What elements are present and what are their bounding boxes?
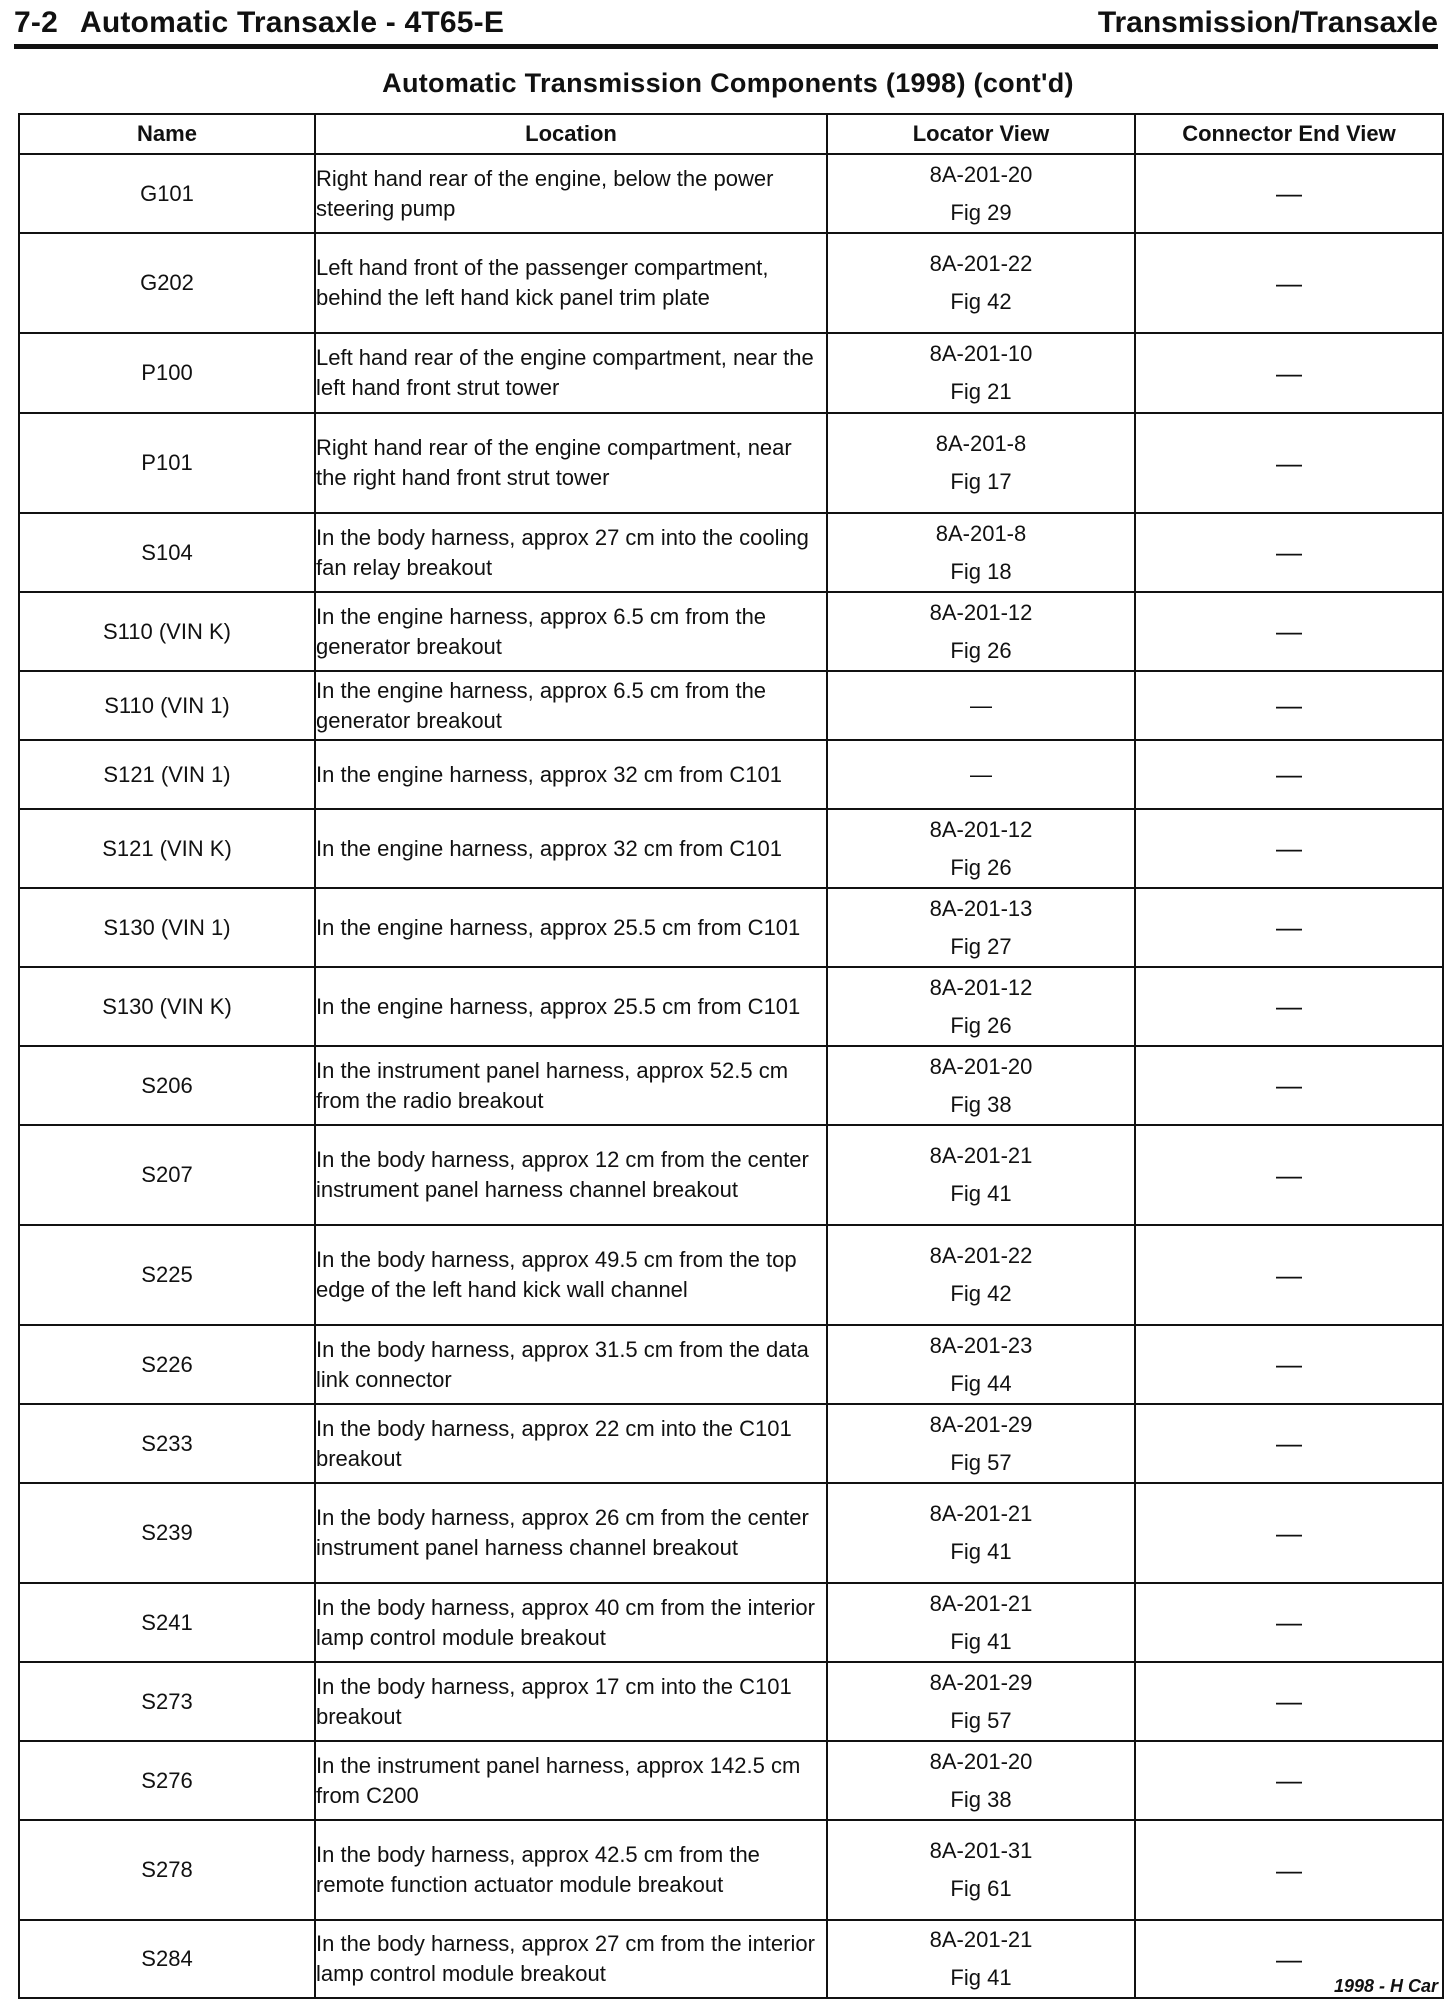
connector-end-view: — [1135, 1920, 1443, 1998]
table-row [19, 967, 1443, 1046]
connector-end-view: — [1135, 333, 1443, 413]
component-name: P100 [19, 333, 315, 413]
connector-end-view: — [1135, 967, 1443, 1046]
table-row [19, 1125, 1443, 1225]
page-header [14, 6, 1438, 46]
table-row [19, 154, 1443, 233]
locator-figure: Fig 41 [950, 1539, 1012, 1564]
table-row [19, 671, 1443, 740]
component-location: In the engine harness, approx 6.5 cm from the generator breakout [315, 592, 827, 671]
table-row [19, 809, 1443, 888]
locator-figure: Fig 38 [950, 1091, 1012, 1117]
component-location: In the body harness, approx 31.5 cm from the data link connector [315, 1325, 827, 1404]
locator-view [827, 592, 1135, 671]
locator-page: 8A-201-21 [929, 1501, 1033, 1526]
locator-page: 8A-201-10 [929, 341, 1033, 366]
component-location: In the body harness, approx 42.5 cm from the remote function actuator module breakout [315, 1820, 827, 1920]
locator-figure: Fig 41 [950, 1628, 1012, 1654]
connector-end-view: — [1135, 671, 1443, 740]
column-header-name: Name [19, 114, 315, 154]
connector-end-view: — [1135, 1325, 1443, 1404]
connector-end-view: — [1135, 592, 1443, 671]
connector-end-view: — [1135, 413, 1443, 513]
locator-view [827, 671, 1135, 740]
locator-page: 8A-201-21 [929, 1143, 1033, 1168]
locator-page: — [970, 761, 992, 787]
table-row [19, 513, 1443, 592]
table-row [19, 740, 1443, 809]
component-name: S233 [19, 1404, 315, 1483]
connector-end-view: — [1135, 888, 1443, 967]
locator-page: 8A-201-8 [935, 431, 1027, 456]
component-location: In the instrument panel harness, approx 142.5 cm from C200 [315, 1741, 827, 1820]
connector-end-view: — [1135, 1820, 1443, 1920]
locator-view [827, 1662, 1135, 1741]
component-location: In the body harness, approx 12 cm from the center instrument panel harness channel breakout [315, 1125, 827, 1225]
locator-view [827, 513, 1135, 592]
header-rule [14, 44, 1438, 49]
locator-figure: Fig 38 [950, 1786, 1012, 1812]
section-number: 7-2 [14, 6, 58, 39]
locator-figure: Fig 41 [950, 1965, 1012, 1990]
locator-page: 8A-201-13 [929, 895, 1033, 921]
locator-figure: Fig 57 [950, 1449, 1012, 1475]
locator-page: 8A-201-20 [929, 1053, 1033, 1079]
table-row [19, 592, 1443, 671]
components-table [18, 113, 1444, 1999]
column-header-location: Location [315, 114, 827, 154]
locator-view [827, 1920, 1135, 1998]
connector-end-view: — [1135, 1583, 1443, 1662]
page-footer: 1998 - H Car [1333, 1976, 1438, 1996]
connector-end-view: — [1135, 740, 1443, 809]
table-row [19, 413, 1443, 513]
component-location: Left hand rear of the engine compartment, near the left hand front strut tower [315, 333, 827, 413]
table-row [19, 1662, 1443, 1741]
connector-end-view: — [1135, 233, 1443, 333]
locator-view [827, 1583, 1135, 1662]
table-row [19, 888, 1443, 967]
locator-view [827, 233, 1135, 333]
component-name: S121 (VIN 1) [19, 740, 315, 809]
locator-view [827, 1325, 1135, 1404]
component-name: S104 [19, 513, 315, 592]
locator-page: 8A-201-20 [929, 1748, 1033, 1774]
connector-end-view: — [1135, 154, 1443, 233]
connector-end-view: — [1135, 513, 1443, 592]
connector-end-view: — [1135, 1404, 1443, 1483]
locator-view [827, 413, 1135, 513]
locator-page: 8A-201-12 [929, 599, 1033, 625]
component-name: S273 [19, 1662, 315, 1741]
locator-page: 8A-201-21 [929, 1927, 1033, 1952]
component-location: In the engine harness, approx 6.5 cm from the generator breakout [315, 671, 827, 740]
locator-figure: Fig 26 [950, 854, 1012, 880]
locator-figure: Fig 26 [950, 1012, 1012, 1038]
table-row [19, 1920, 1443, 1998]
locator-page: 8A-201-29 [929, 1669, 1033, 1695]
component-name: S130 (VIN 1) [19, 888, 315, 967]
component-name: S206 [19, 1046, 315, 1125]
component-name: S276 [19, 1741, 315, 1820]
component-location: In the instrument panel harness, approx 52.5 cm from the radio breakout [315, 1046, 827, 1125]
component-name: S110 (VIN K) [19, 592, 315, 671]
locator-view [827, 333, 1135, 413]
locator-view [827, 740, 1135, 809]
locator-page: 8A-201-29 [929, 1411, 1033, 1437]
locator-view [827, 154, 1135, 233]
locator-view [827, 1046, 1135, 1125]
table-row [19, 1741, 1443, 1820]
component-name: S207 [19, 1125, 315, 1225]
locator-figure: Fig 29 [950, 199, 1012, 225]
connector-end-view: — [1135, 1483, 1443, 1583]
locator-page: — [970, 692, 992, 718]
component-name: S121 (VIN K) [19, 809, 315, 888]
locator-view [827, 1125, 1135, 1225]
table-title: Automatic Transmission Components (1998) (cont'd) [382, 68, 1074, 98]
table-row [19, 1046, 1443, 1125]
component-location: In the body harness, approx 22 cm into the C101 breakout [315, 1404, 827, 1483]
component-location: In the body harness, approx 26 cm from the center instrument panel harness channel breakout [315, 1483, 827, 1583]
locator-figure: Fig 26 [950, 637, 1012, 663]
component-location: In the body harness, approx 27 cm into the cooling fan relay breakout [315, 513, 827, 592]
locator-figure: Fig 42 [950, 1281, 1012, 1306]
table-row [19, 1483, 1443, 1583]
locator-figure: Fig 41 [950, 1181, 1012, 1206]
locator-page: 8A-201-22 [929, 251, 1033, 276]
table-row [19, 1225, 1443, 1325]
component-name: P101 [19, 413, 315, 513]
component-name: G101 [19, 154, 315, 233]
component-location: In the engine harness, approx 25.5 cm from C101 [315, 888, 827, 967]
component-location: In the body harness, approx 49.5 cm from the top edge of the left hand kick wall channel [315, 1225, 827, 1325]
component-location: In the engine harness, approx 32 cm from C101 [315, 809, 827, 888]
component-location: Left hand front of the passenger compartment, behind the left hand kick panel trim plate [315, 233, 827, 333]
locator-view [827, 1225, 1135, 1325]
locator-figure: Fig 21 [950, 379, 1012, 404]
locator-view [827, 1404, 1135, 1483]
table-row [19, 233, 1443, 333]
component-location: In the body harness, approx 40 cm from the interior lamp control module breakout [315, 1583, 827, 1662]
table-row [19, 333, 1443, 413]
header-left [14, 6, 504, 40]
locator-page: 8A-201-20 [929, 161, 1033, 187]
locator-view [827, 1820, 1135, 1920]
component-location: In the engine harness, approx 25.5 cm from C101 [315, 967, 827, 1046]
section-category: Transmission/Transaxle [1097, 6, 1438, 39]
connector-end-view: — [1135, 1662, 1443, 1741]
component-location: Right hand rear of the engine, below the power steering pump [315, 154, 827, 233]
locator-view [827, 1483, 1135, 1583]
connector-end-view: — [1135, 1225, 1443, 1325]
table-row [19, 1404, 1443, 1483]
component-name: G202 [19, 233, 315, 333]
locator-view [827, 809, 1135, 888]
component-name: S241 [19, 1583, 315, 1662]
component-name: S239 [19, 1483, 315, 1583]
locator-page: 8A-201-8 [935, 520, 1027, 546]
locator-figure: Fig 57 [950, 1707, 1012, 1733]
component-location: In the body harness, approx 27 cm from the interior lamp control module breakout [315, 1920, 827, 1998]
locator-figure: Fig 18 [950, 558, 1012, 584]
locator-figure: Fig 44 [950, 1370, 1012, 1396]
connector-end-view: — [1135, 1741, 1443, 1820]
locator-page: 8A-201-22 [929, 1243, 1033, 1268]
locator-page: 8A-201-31 [929, 1838, 1033, 1863]
component-name: S278 [19, 1820, 315, 1920]
locator-figure: Fig 17 [950, 469, 1012, 494]
table-row [19, 1820, 1443, 1920]
locator-view [827, 888, 1135, 967]
component-location: Right hand rear of the engine compartment, near the right hand front strut tower [315, 413, 827, 513]
page-title: Automatic Transaxle - 4T65-E [79, 6, 505, 39]
component-location: In the body harness, approx 17 cm into the C101 breakout [315, 1662, 827, 1741]
connector-end-view: — [1135, 809, 1443, 888]
column-header-connector-end-view: Connector End View [1135, 114, 1443, 154]
table-body [19, 154, 1443, 1998]
component-location: In the engine harness, approx 32 cm from C101 [315, 740, 827, 809]
locator-page: 8A-201-12 [929, 816, 1033, 842]
component-name: S225 [19, 1225, 315, 1325]
table-row [19, 1583, 1443, 1662]
header-row [19, 114, 1443, 154]
component-name: S130 (VIN K) [19, 967, 315, 1046]
locator-view [827, 1741, 1135, 1820]
locator-page: 8A-201-23 [929, 1332, 1033, 1358]
component-name: S110 (VIN 1) [19, 671, 315, 740]
locator-page: 8A-201-12 [929, 974, 1033, 1000]
connector-end-view: — [1135, 1125, 1443, 1225]
locator-page: 8A-201-21 [929, 1590, 1033, 1616]
locator-figure: Fig 42 [950, 289, 1012, 314]
locator-figure: Fig 61 [950, 1876, 1012, 1901]
locator-view [827, 967, 1135, 1046]
component-name: S226 [19, 1325, 315, 1404]
table-row [19, 1325, 1443, 1404]
locator-figure: Fig 27 [950, 933, 1012, 959]
component-name: S284 [19, 1920, 315, 1998]
connector-end-view: — [1135, 1046, 1443, 1125]
column-header-locator-view: Locator View [827, 114, 1135, 154]
